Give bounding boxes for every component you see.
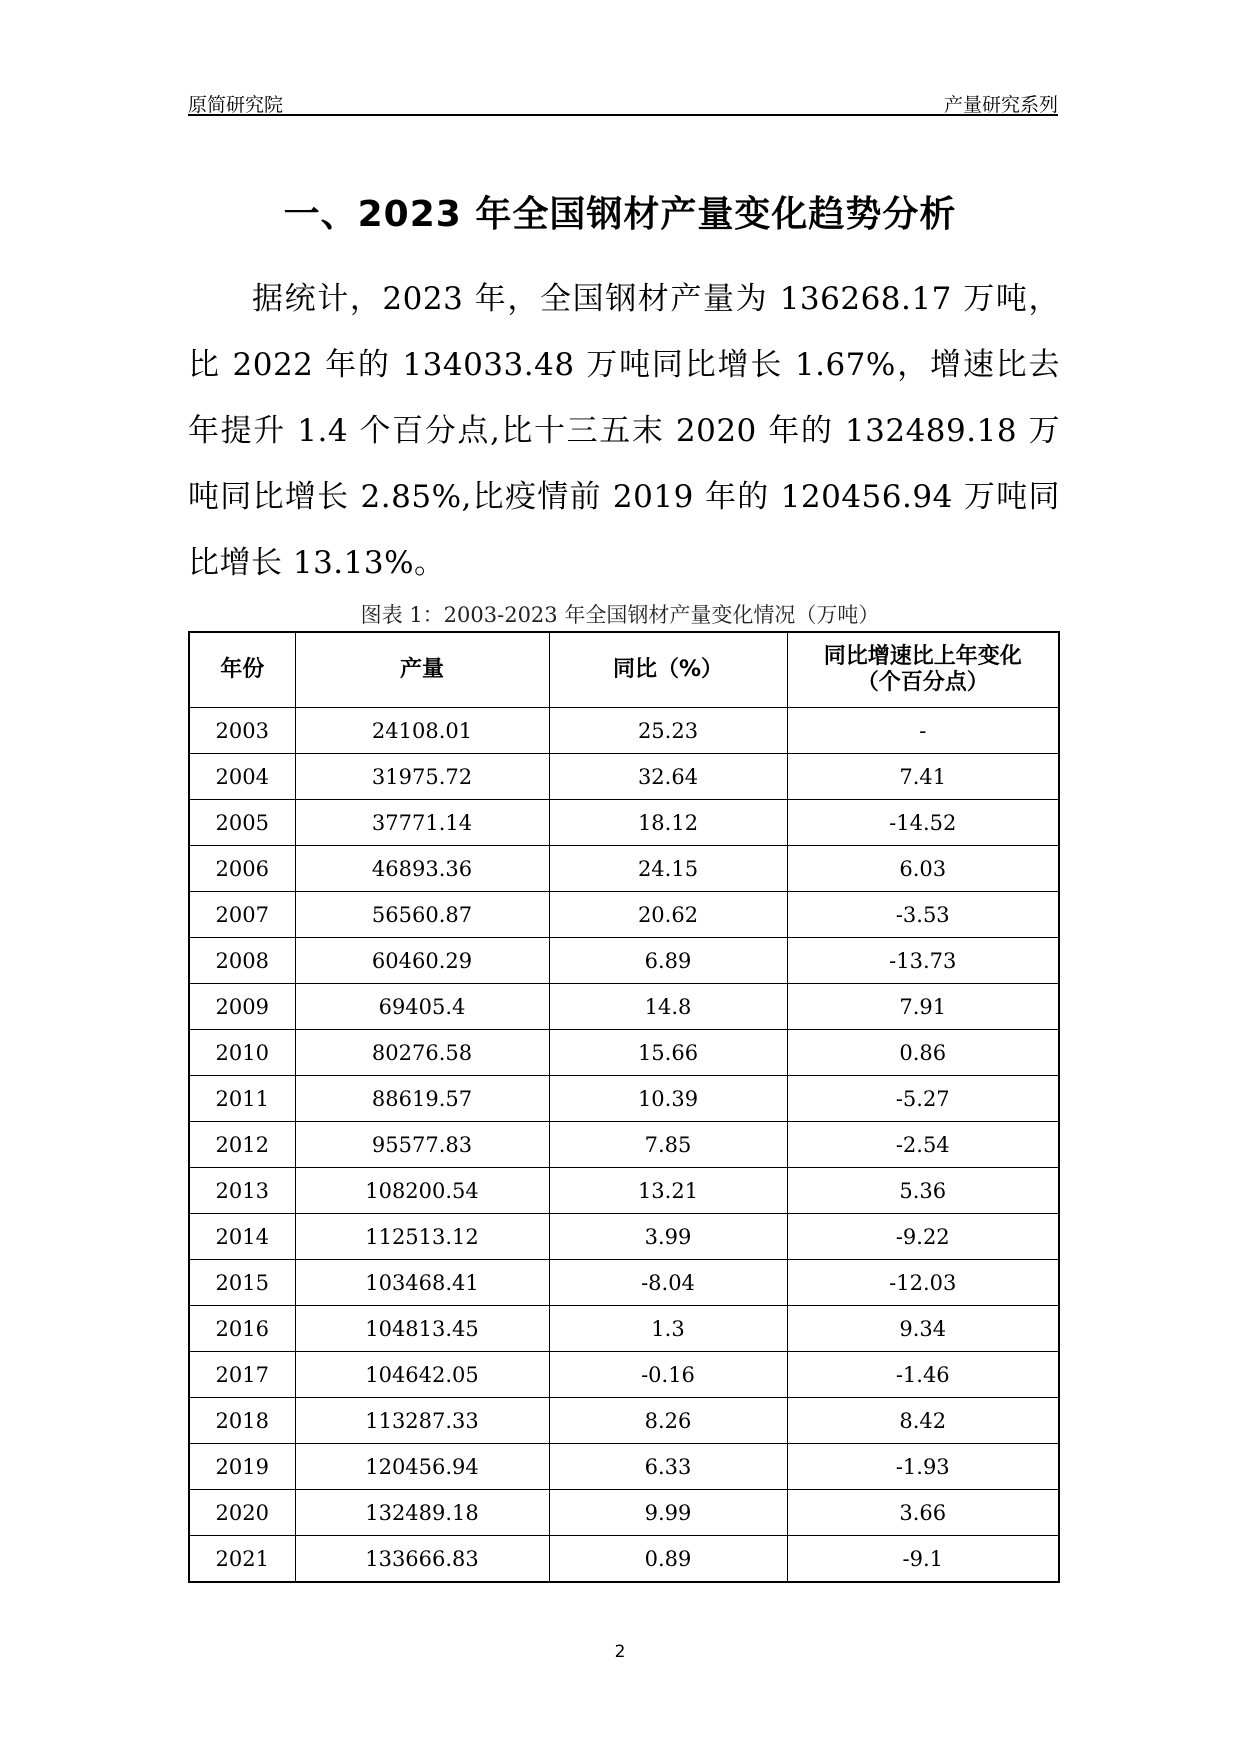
cell-yoy: 10.39 xyxy=(549,1076,787,1122)
cell-yoy: 0.89 xyxy=(549,1536,787,1583)
cell-yoy-change: -3.53 xyxy=(787,892,1059,938)
cell-year: 2016 xyxy=(189,1306,295,1352)
cell-yoy-change: 5.36 xyxy=(787,1168,1059,1214)
header-output: 产量 xyxy=(295,632,549,708)
header-series: 产量研究系列 xyxy=(943,94,1058,116)
table-row xyxy=(189,1490,1059,1536)
header-year: 年份 xyxy=(189,632,295,708)
cell-yoy: 24.15 xyxy=(549,846,787,892)
cell-yoy: 18.12 xyxy=(549,800,787,846)
table-row xyxy=(189,846,1059,892)
header-divider xyxy=(188,114,1058,116)
cell-output: 95577.83 xyxy=(295,1122,549,1168)
cell-yoy-change: -1.46 xyxy=(787,1352,1059,1398)
cell-yoy: 14.8 xyxy=(549,984,787,1030)
table-header-row xyxy=(189,632,1059,708)
body-paragraph: 据统计，2023 年，全国钢材产量为 136268.17 万吨，比 2022 年的 134033.48 万吨同比增长 1.67%，增速比去年提升 1.4 个百分点,比十三五末 2020 年的 132489.18 万吨同比增长 2.85%,比疫情前 2019 年的 120456.94 万吨同比增长 13.13%。 xyxy=(188,281,1060,581)
table-row xyxy=(189,1444,1059,1490)
header-yoy-change xyxy=(787,632,1059,708)
cell-yoy-change: -9.1 xyxy=(787,1536,1059,1583)
cell-output: 37771.14 xyxy=(295,800,549,846)
cell-output: 80276.58 xyxy=(295,1030,549,1076)
cell-year: 2005 xyxy=(189,800,295,846)
cell-output: 133666.83 xyxy=(295,1536,549,1583)
header-org: 原简研究院 xyxy=(188,94,284,116)
table-row xyxy=(189,938,1059,984)
cell-year: 2006 xyxy=(189,846,295,892)
cell-yoy-change: - xyxy=(787,708,1059,754)
table-row xyxy=(189,1214,1059,1260)
cell-yoy-change: 9.34 xyxy=(787,1306,1059,1352)
cell-yoy-change: -5.27 xyxy=(787,1076,1059,1122)
cell-yoy-change: 3.66 xyxy=(787,1490,1059,1536)
section-title: 一、2023 年全国钢材产量变化趋势分析 xyxy=(283,194,957,235)
table-body xyxy=(189,708,1059,1583)
cell-year: 2012 xyxy=(189,1122,295,1168)
cell-yoy: 6.89 xyxy=(549,938,787,984)
cell-output: 69405.4 xyxy=(295,984,549,1030)
cell-yoy: 1.3 xyxy=(549,1306,787,1352)
cell-yoy: 13.21 xyxy=(549,1168,787,1214)
cell-output: 56560.87 xyxy=(295,892,549,938)
table-row xyxy=(189,800,1059,846)
cell-year: 2013 xyxy=(189,1168,295,1214)
cell-output: 24108.01 xyxy=(295,708,549,754)
production-table xyxy=(188,631,1060,1583)
cell-yoy: 25.23 xyxy=(549,708,787,754)
cell-year: 2017 xyxy=(189,1352,295,1398)
cell-yoy-change: 0.86 xyxy=(787,1030,1059,1076)
cell-output: 104813.45 xyxy=(295,1306,549,1352)
cell-yoy-change: -2.54 xyxy=(787,1122,1059,1168)
cell-yoy: 32.64 xyxy=(549,754,787,800)
cell-yoy: 9.99 xyxy=(549,1490,787,1536)
page-number: 2 xyxy=(614,1642,626,1662)
cell-output: 112513.12 xyxy=(295,1214,549,1260)
cell-yoy: 7.85 xyxy=(549,1122,787,1168)
table-row xyxy=(189,1536,1059,1583)
cell-year: 2010 xyxy=(189,1030,295,1076)
cell-yoy-change: -14.52 xyxy=(787,800,1059,846)
cell-output: 132489.18 xyxy=(295,1490,549,1536)
cell-year: 2008 xyxy=(189,938,295,984)
cell-year: 2020 xyxy=(189,1490,295,1536)
table-caption: 图表 1：2003-2023 年全国钢材产量变化情况（万吨） xyxy=(360,603,880,627)
cell-output: 46893.36 xyxy=(295,846,549,892)
cell-year: 2011 xyxy=(189,1076,295,1122)
cell-yoy: -0.16 xyxy=(549,1352,787,1398)
cell-yoy-change: -9.22 xyxy=(787,1214,1059,1260)
cell-yoy: 3.99 xyxy=(549,1214,787,1260)
cell-yoy: 20.62 xyxy=(549,892,787,938)
table-row xyxy=(189,1122,1059,1168)
cell-year: 2007 xyxy=(189,892,295,938)
table-row xyxy=(189,1076,1059,1122)
cell-yoy-change: -1.93 xyxy=(787,1444,1059,1490)
page-header xyxy=(188,84,1058,114)
cell-yoy-change: 8.42 xyxy=(787,1398,1059,1444)
cell-output: 104642.05 xyxy=(295,1352,549,1398)
table-row xyxy=(189,708,1059,754)
cell-yoy-change: -12.03 xyxy=(787,1260,1059,1306)
cell-yoy: 8.26 xyxy=(549,1398,787,1444)
cell-output: 103468.41 xyxy=(295,1260,549,1306)
cell-year: 2009 xyxy=(189,984,295,1030)
cell-output: 31975.72 xyxy=(295,754,549,800)
cell-year: 2018 xyxy=(189,1398,295,1444)
table-row xyxy=(189,754,1059,800)
cell-yoy-change: 7.41 xyxy=(787,754,1059,800)
table-row xyxy=(189,1306,1059,1352)
cell-yoy-change: 6.03 xyxy=(787,846,1059,892)
cell-output: 88619.57 xyxy=(295,1076,549,1122)
table-row xyxy=(189,1168,1059,1214)
cell-yoy-change: -13.73 xyxy=(787,938,1059,984)
cell-year: 2019 xyxy=(189,1444,295,1490)
table-row xyxy=(189,892,1059,938)
table-row xyxy=(189,1352,1059,1398)
cell-year: 2015 xyxy=(189,1260,295,1306)
cell-yoy-change: 7.91 xyxy=(787,984,1059,1030)
table-row xyxy=(189,1260,1059,1306)
cell-output: 108200.54 xyxy=(295,1168,549,1214)
header-yoy-change-line1: 同比增速比上年变化 xyxy=(823,644,1022,669)
cell-yoy: 15.66 xyxy=(549,1030,787,1076)
cell-yoy: 6.33 xyxy=(549,1444,787,1490)
cell-year: 2021 xyxy=(189,1536,295,1583)
table-row xyxy=(189,1030,1059,1076)
header-yoy-change-line2: （个百分点） xyxy=(856,670,989,695)
table-row xyxy=(189,1398,1059,1444)
cell-year: 2003 xyxy=(189,708,295,754)
cell-output: 120456.94 xyxy=(295,1444,549,1490)
header-yoy: 同比（%） xyxy=(549,632,787,708)
cell-year: 2014 xyxy=(189,1214,295,1260)
table-row xyxy=(189,984,1059,1030)
cell-yoy: -8.04 xyxy=(549,1260,787,1306)
cell-output: 113287.33 xyxy=(295,1398,549,1444)
cell-year: 2004 xyxy=(189,754,295,800)
cell-output: 60460.29 xyxy=(295,938,549,984)
